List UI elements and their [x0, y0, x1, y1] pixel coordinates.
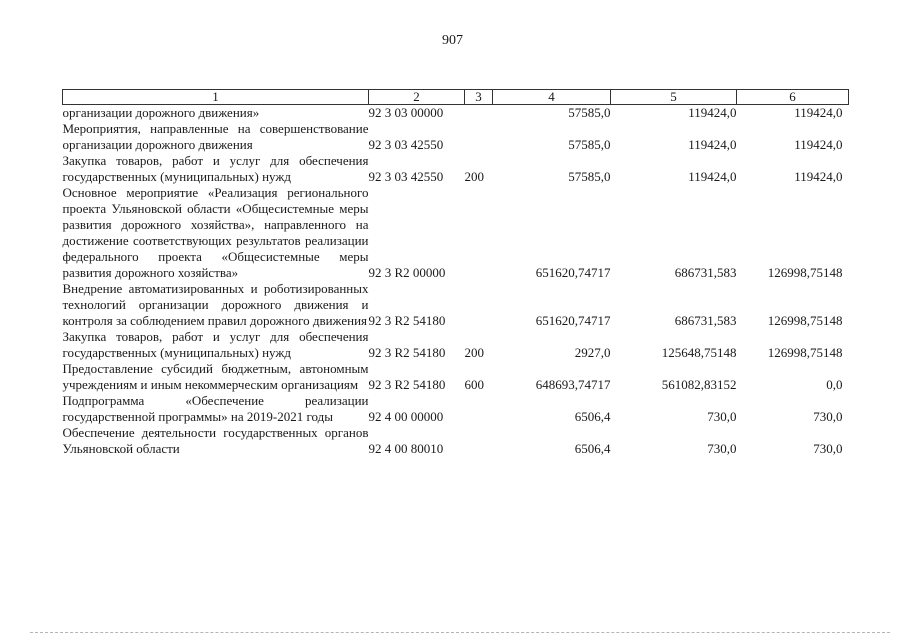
- row-value-col5: 730,0: [707, 441, 737, 456]
- row-value-col4: 57585,0: [568, 137, 611, 152]
- row-value-col4: 651620,74717: [535, 265, 611, 280]
- row-code: 92 4 00 00000: [368, 409, 444, 424]
- row-code: 92 3 R2 54180: [368, 313, 446, 328]
- row-value-col5: 561082,83152: [661, 377, 737, 392]
- table-row: [63, 361, 849, 393]
- header-col-2: 2: [369, 90, 465, 105]
- header-col-1: 1: [63, 90, 369, 105]
- row-type: [465, 105, 493, 122]
- table-row: [63, 393, 849, 425]
- row-value-col5: 119424,0: [688, 137, 737, 152]
- table-row: [63, 105, 849, 122]
- row-code: 92 3 R2 00000: [368, 265, 446, 280]
- header-col-6: 6: [737, 90, 849, 105]
- row-name: Закупка товаров, работ и услуг для обеспечения государственных (муниципальных) нужд: [62, 153, 369, 184]
- table-row: [63, 153, 849, 185]
- row-value-col4: 648693,74717: [535, 377, 611, 392]
- row-value-col5: 125648,75148: [661, 345, 737, 360]
- row-name: Предоставление субсидий бюджетным, автономным учреждениям и иным некоммерческим организациям: [62, 361, 369, 392]
- row-name: Подпрограмма «Обеспечение реализации государственной программы» на 2019-2021 годы: [62, 393, 369, 424]
- row-value-col5: 686731,583: [674, 265, 737, 280]
- row-name: Мероприятия, направленные на совершенствование организации дорожного движения: [62, 121, 369, 152]
- row-value-col5: 730,0: [707, 409, 737, 424]
- table-header-row: [63, 90, 849, 105]
- row-code: 92 4 00 80010: [368, 441, 444, 456]
- row-name: Внедрение автоматизированных и роботизированных технологий организации дорожного движения и контроля за соблюдением правил дорожного движения: [62, 281, 369, 328]
- row-type: [465, 281, 493, 329]
- row-value-col6: 126998,75148: [767, 345, 843, 360]
- row-code: 92 3 R2 54180: [368, 345, 446, 360]
- row-value-col6: 0,0: [826, 377, 843, 392]
- row-type: [465, 425, 493, 457]
- row-code: 92 3 03 42550: [368, 137, 444, 152]
- row-value-col4: 6506,4: [574, 441, 611, 456]
- page-number: 907: [442, 33, 463, 48]
- table-row: [63, 121, 849, 153]
- row-value-col6: 730,0: [813, 441, 843, 456]
- row-code: 92 3 R2 54180: [368, 377, 446, 392]
- row-value-col5: 686731,583: [674, 313, 737, 328]
- row-value-col5: 119424,0: [688, 169, 737, 184]
- row-type: [465, 393, 493, 425]
- row-type: [465, 185, 493, 281]
- table-row: [63, 281, 849, 329]
- header-col-4: 4: [493, 90, 611, 105]
- row-type: 200: [464, 169, 484, 184]
- row-value-col6: 119424,0: [794, 169, 843, 184]
- header-col-5: 5: [611, 90, 737, 105]
- row-value-col4: 2927,0: [574, 345, 611, 360]
- row-name: Закупка товаров, работ и услуг для обеспечения государственных (муниципальных) нужд: [62, 329, 369, 360]
- row-type: [465, 121, 493, 153]
- row-value-col4: 6506,4: [574, 409, 611, 424]
- row-value-col4: 57585,0: [568, 105, 611, 120]
- row-name: Основное мероприятие «Реализация регионального проекта Ульяновской области «Общесистемные меры развития дорожного хозяйства», направленного на достижение соответствующих результатов реализации федерального проекта «Общесистемные меры развития дорожного хозяйства»: [62, 185, 369, 280]
- row-value-col4: 651620,74717: [535, 313, 611, 328]
- row-value-col6: 119424,0: [794, 137, 843, 152]
- table-row: [63, 329, 849, 361]
- row-name: организации дорожного движения»: [62, 105, 260, 120]
- row-type: 600: [464, 377, 484, 392]
- table-row: [63, 425, 849, 457]
- row-code: 92 3 03 00000: [368, 105, 444, 120]
- scan-edge-divider: [30, 632, 890, 633]
- row-value-col6: 119424,0: [794, 105, 843, 120]
- header-col-3: 3: [465, 90, 493, 105]
- row-value-col6: 126998,75148: [767, 265, 843, 280]
- row-value-col4: 57585,0: [568, 169, 611, 184]
- row-value-col5: 119424,0: [688, 105, 737, 120]
- budget-table: [62, 89, 849, 457]
- row-name: Обеспечение деятельности государственных органов Ульяновской области: [62, 425, 369, 456]
- row-value-col6: 126998,75148: [767, 313, 843, 328]
- row-value-col6: 730,0: [813, 409, 843, 424]
- table-row: [63, 185, 849, 281]
- row-type: 200: [464, 345, 484, 360]
- row-code: 92 3 03 42550: [368, 169, 444, 184]
